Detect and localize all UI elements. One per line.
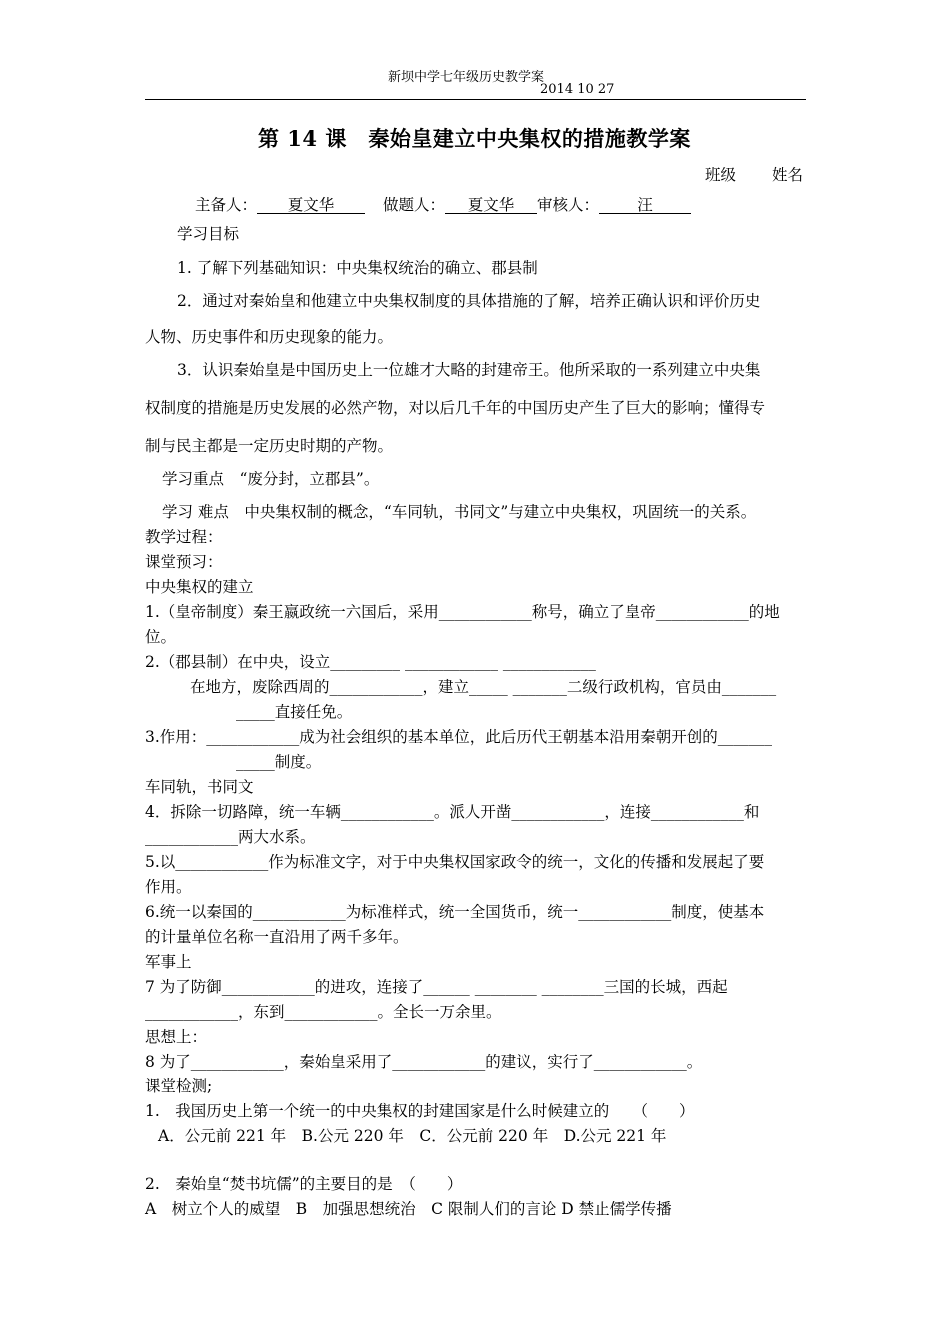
objective-1: 1. 了解下列基础知识：中央集权统治的确立、郡县制 [177,259,538,277]
test-heading: 课堂检测; [145,1077,213,1095]
section-central-power: 中央集权的建立 [145,578,254,596]
objective-2-line2: 人物、历史事件和历史现象的能力。 [145,328,394,346]
header-school: 新坝中学七年级历史教学案 [388,70,545,85]
objective-2-line1: 2．通过对秦始皇和他建立中央集权制度的具体措施的了解，培养正确认识和评价历史 [177,292,761,310]
question-5-line1: 5.以____________作为标准文字，对于中央集权国家政令的统一，文化的传播和发展起了要 [145,853,765,871]
test-question-2: 2. 秦始皇“焚书坑儒”的主要目的是 （ ） [145,1175,463,1193]
reviewer-name: 汪 [599,197,691,214]
class-label: 班级 [705,166,737,184]
objective-3-line3: 制与民主都是一定历史时期的产物。 [145,437,394,455]
objectives-heading: 学习目标 [177,225,240,243]
name-label: 姓名 [772,166,804,184]
section-unification: 车同轨，书同文 [145,778,254,796]
question-4-line2: ____________两大水系。 [145,828,316,846]
question-1-line2: 位。 [145,628,177,646]
test-question-1: 1. 我国历史上第一个统一的中央集权的封建国家是什么时候建立的 （ ） [145,1102,695,1120]
section-thought: 思想上： [145,1028,208,1046]
question-2-line1: 2.（郡县制）在中央，设立_________ ____________ ____________ [145,653,596,671]
planner-name: 夏文华 [257,197,365,214]
question-4-line1: 4．拆除一切路障，统一车辆____________。派人开凿____________，连接____________和 [145,803,760,821]
question-8: 8 为了____________，秦始皇采用了____________的建议，实行了____________。 [145,1053,703,1071]
process-heading: 教学过程： [145,528,223,546]
planner-label: 主备人： [195,196,258,214]
question-7-line2: ____________，东到____________。全长一万余里。 [145,1003,502,1021]
question-5-line2: 作用。 [145,878,192,896]
reviewer-label: 审核人： [537,196,600,214]
header-rule [145,99,806,100]
header-date: 2014 10 27 [540,82,615,97]
question-3-line1: 3.作用：____________成为社会组织的基本单位，此后历代王朝基本沿用秦朝开创的_______ [145,728,773,746]
section-military: 军事上 [145,953,192,971]
preview-heading: 课堂预习： [145,553,223,571]
solver-label: 做题人： [383,196,446,214]
test-question-2-options: A 树立个人的威望 B 加强思想统治 C 限制人们的言论 D 禁止儒学传播 [145,1200,672,1218]
difficulty: 学习 难点 中央集权制的概念，“车同轨，书同文”与建立中央集权，巩固统一的关系。 [162,503,757,521]
objective-3-line2: 权制度的措施是历史发展的必然产物，对以后几千年的中国历史产生了巨大的影响；懂得专 [145,399,766,417]
test-question-1-options: A．公元前 221 年 B.公元 220 年 C．公元前 220 年 D.公元 221 年 [158,1127,667,1145]
question-6-line2: 的计量单位名称一直沿用了两千多年。 [145,928,409,946]
question-7-line1: 7 为了防御____________的进攻，连接了______ ________ ________三国的长城，西起 [145,978,728,996]
objective-3-line1: 3．认识秦始皇是中国历史上一位雄才大略的封建帝王。他所采取的一系列建立中央集 [177,361,761,379]
key-point: 学习重点 “废分封，立郡县”。 [162,470,380,488]
question-3-line2: _____制度。 [236,753,322,771]
page-title: 第 14 课 秦始皇建立中央集权的措施教学案 [258,126,691,151]
question-2-line3: _____直接任免。 [236,703,353,721]
question-2-line2: 在地方，废除西周的____________，建立_____ _______二级行政机构，官员由_______ [190,678,777,696]
solver-name: 夏文华 [445,197,537,214]
question-1-line1: 1.（皇帝制度）秦王嬴政统一六国后，采用____________称号，确立了皇帝____________的地 [145,603,780,621]
question-6-line1: 6.统一以秦国的____________为标准样式，统一全国货币，统一____________制度，使基本 [145,903,765,921]
staff-line [195,193,691,215]
